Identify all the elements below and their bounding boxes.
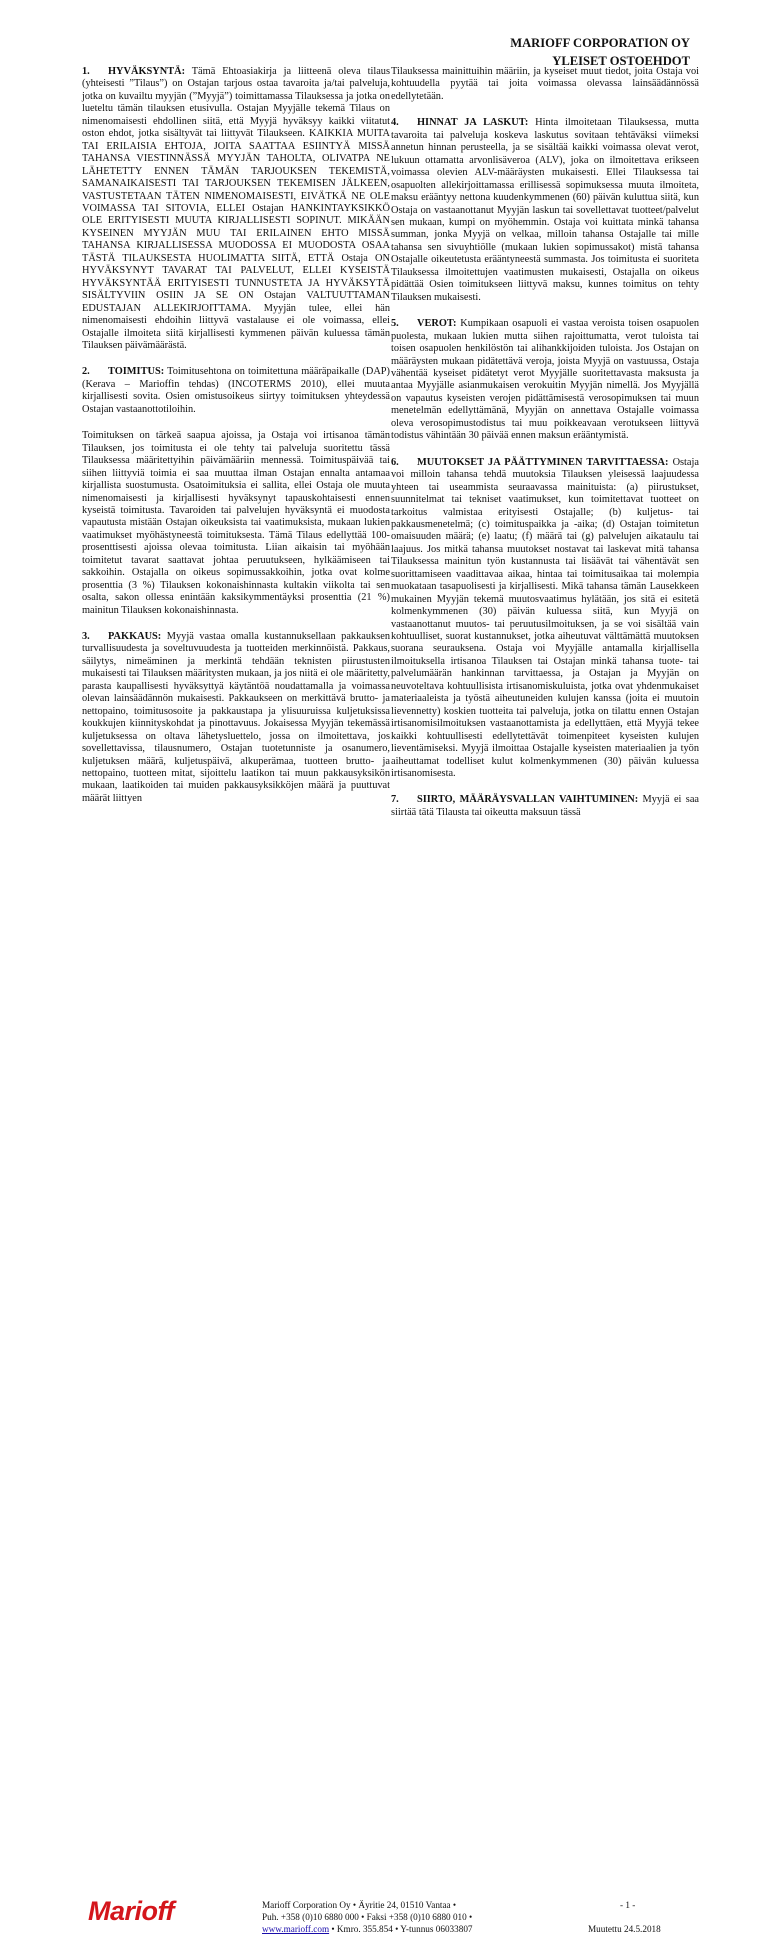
footer-address: Marioff Corporation Oy • Äyritie 24, 01510 Vantaa • bbox=[262, 1900, 457, 1910]
document-header bbox=[510, 34, 690, 70]
registration-text: • Kmro. 355.854 • Y-tunnus 06033807 bbox=[329, 1924, 473, 1934]
marioff-logo: Marioff bbox=[88, 1896, 175, 1926]
section-4 bbox=[391, 117, 699, 304]
section-6 bbox=[391, 457, 699, 781]
section-2-continued bbox=[82, 430, 390, 617]
section-text: Toimitusehtona on toimitettuna määräpaikalle (DAP) (Kerava – Marioffin tehdas) (INCOTERMS 2010), ellei muuta kirjallisesti sovita. Osien omistusoikeus siirtyy toimituksen yhteydessä Ostajan vastaanottotiloihin. bbox=[82, 366, 390, 415]
company-name: MARIOFF CORPORATION OY bbox=[510, 36, 690, 50]
section-text: Myyjä ei saa siirtää tätä Tilausta tai oikeutta maksuun tässä bbox=[391, 794, 699, 818]
page-footer bbox=[0, 944, 768, 1934]
section-text: Tämä Ehtoasiakirja ja liitteenä oleva tilaus (yhteisesti ”Tilaus”) on Ostajan tarjous ostaa tavaroita ja/tai palveluja, jotka on kuvailtu myyjän (”Myyjä”) toimittamassa Tilauksessa ja jotka on lueteltu tämän tilauksen etusivulla. Ostajan Myyjälle tekemä Tilaus on nimenomaisesti ehdollinen siitä, että Myyjä hyväksyy kaikki viitatut oston ehdot, jotka sisältyvät tai liittyvät Tilaukseen. KAIKKIA MUITA TAI ERILAISIA EHTOJA, JOITA SAATTAA ESIINTYÄ MISSÄ TAHANSA VIESTINNÄSSÄ MYYJÄN TAHOLTA, OLIVATPA NE LÄHETETTY ENNEN TÄMÄN TARJOUKSEN TEKEMISTÄ, SAMANAIKAISESTI TAI TARJOUKSEN TEKEMISEN JÄLKEEN, VASTUSTETAAN TÄTEN NIMENOMAISESTI, EIVÄTKÄ NE OLE VOIMASSA TAI SITOVIA, ELLEI Ostajan HANKINTAYKSIKKÖ OLE ERITYISESTI MUUTA KIRJALLISESTI SOPINUT. MIKÄÄN KYSEINEN MYYJÄN MUU TAI ERILAINEN EHTO MISSÄ TAHANSA KIRJALLISESSA MUODOSSA EI MUODOSTA OSAA TÄSTÄ TILAUKSESTA HUOLIMATTA SIITÄ, ETTÄ Ostaja ON HYVÄKSYNYT TAVARAT TAI PALVELUT, ELLEI KYSEISTÄ HYVÄKSYNTÄÄ ERITYISESTI TUNNUSTETA JA HYVÄKSYTÄ SISÄLTYVIIN OSIIN JA SE ON Ostajan VALTUUTTAMAN EDUSTAJAN ALLEKIRJOITTAMA. Myyjän tulee, ellei hän nimenomaisesti ehdoihin liittyvä vastalause ei ole voimassa, ellei Ostajalle ilmoiteta siitä kirjallisesti kymmenen päivän kuluessa tämän Tilauksen päivämäärästä. bbox=[82, 66, 390, 351]
section-text: Tilauksessa mainittuihin määriin, ja kyseiset muut tiedot, joita Ostaja voi kohtuudella pyytää tai joita voimassa olevassa lainsäädännössä edellytetään. bbox=[391, 66, 699, 102]
right-column bbox=[391, 66, 699, 823]
section-title: SIIRTO, MÄÄRÄYSVALLAN VAIHTUMINEN: bbox=[417, 794, 639, 806]
section-7 bbox=[391, 794, 699, 819]
section-number: 7. bbox=[391, 794, 399, 806]
footer-registration bbox=[262, 1924, 473, 1936]
section-number: 2. bbox=[82, 366, 90, 378]
section-1 bbox=[82, 66, 390, 352]
section-title: TOIMITUS: bbox=[108, 366, 165, 378]
section-number: 6. bbox=[391, 456, 399, 468]
footer-phone: Puh. +358 (0)10 6880 000 • Faksi +358 (0)10 6880 010 • bbox=[262, 1912, 473, 1922]
section-text: Kumpikaan osapuoli ei vastaa veroista toisen osapuolen puolesta, mukaan lukien mutta siihen rajoittumatta, verot tuloista tai toisen osapuolen henkilöstön tai alihankkijoiden tuloista. Jos Ostajan on määräysten mukaan pidätettävä veroja, joista Myyjä on vastuussa, Ostaja vähentää kyseiset pidätetyt verot Myyjälle suoritettavasta maksusta ja antaa Myyjälle asianmukaisen verokuitin Myyjän nimellä. Jos Myyjällä on vapautus kyseisten verojen pidättämisestä verosopimuksen tai muun menetelmän edellyttämänä, Myyjän on annettava Ostajalle voimassa oleva verosopimustodistus tai muu poikkeavaan verotukseen liittyvä todistus vähintään 30 päivää ennen maksun erääntymistä. bbox=[391, 318, 699, 442]
section-text: Myyjä vastaa omalla kustannuksellaan pakkauksen turvallisuudesta ja soveltuvuudesta ja tuotteiden merkinnöistä. Pakkaus, säilytys, nimeäminen ja merkintä tehdään teknisten piirustusten mukaisesti tai Tilauksen määritysten mukaan, ja jos niitä ei ole määritetty, parasta kaupallisesti hyväksyttyä käytäntöä noudattamalla ja voimassa olevan lainsäädännön mukaisesti. Pakkaukseen on merkittävä brutto- ja nettopaino, toimitusosoite ja pakkaustapa ja ylisuuruissa kuljetuksissa koukkujen kiinnityskohdat ja pinottavuus. Jokaisessa Myyjän tekemässä kuljetuksessa on oltava lähetysluettelo, jossa on ilmoitettava, jos sovellettavissa, tilausnumero, Ostajan tuotetunniste ja osanumero, kuljetuksen määrä, kuljetuspäivä, alkuperämaa, tuotteen brutto- ja nettopaino, tuotteen mitat, sijoittelu laatikon tai muun pakkausyksikön mukaan, laatikoiden tai muiden pakkausyksikköjen määrä ja puuttuvat määrät liittyen bbox=[82, 631, 390, 804]
section-number: 1. bbox=[82, 66, 90, 77]
section-title: PAKKAUS: bbox=[108, 631, 162, 643]
section-title: MUUTOKSET JA PÄÄTTYMINEN TARVITTAESSA: bbox=[417, 456, 669, 468]
section-number: 4. bbox=[391, 117, 399, 129]
section-number: 3. bbox=[82, 631, 90, 643]
left-column bbox=[82, 66, 390, 809]
section-number: 5. bbox=[391, 318, 399, 330]
section-title: HINNAT JA LASKUT: bbox=[417, 117, 529, 129]
section-text: Hinta ilmoitetaan Tilauksessa, mutta tavaroita tai palveluja koskeva laskutus sovitaan tehtäväksi viimeksi annetun hinnan perusteella, ja se sisältää kaikki voimassa olevat verot, lukuun ottamatta arvonlisäveroa (ALV), joka on ilmoitettava erikseen voimassa olevien ALV-määräysten mukaisesti. Ellei Tilauksessa tai osapuolten allekirjoittamassa erillisessä sopimuksessa muuta ilmoiteta, maksu erääntyy nettona kuudenkymmenen (60) päivän kuluttua siitä, kun Ostaja on vastaanottanut Myyjän laskun tai sovellettavat tuotteet/palvelut sen mukaan, kumpi on myöhemmin. Ostaja voi kuittata minkä tahansa summan, jonka Myyjä on velkaa, milloin tahansa Ostajalle tai mille tahansa sen sivuyhtiölle (mukaan lukien sopimussakot) mistä tahansa Ostajalle oikeutetusta erääntyneestä summasta. Jos toimitusta ei suoriteta Tilauksessa ilmoitettujen vaatimusten mukaisesti, Ostajalla on oikeus pidättää Osien toimitukseen liittyvä maksu, kunnes toimitus on tehty Tilauksen mukaisesti. bbox=[391, 117, 699, 303]
document-title: YLEISET OSTOEHDOT bbox=[552, 54, 690, 68]
page-number: - 1 - bbox=[620, 1900, 636, 1910]
section-title: VEROT: bbox=[417, 318, 457, 330]
website-link[interactable]: www.marioff.com bbox=[262, 1924, 330, 1934]
modified-date: Muutettu 24.5.2018 bbox=[588, 1924, 661, 1934]
section-3 bbox=[82, 631, 390, 805]
section-text: Ostaja voi milloin tahansa tehdä muutoksia Tilauksen yleisessä laajuudessa yhteen tai useammista seuraavassa mainituista: (a) piirustukset, suunnitelmat tai tekniset vaatimukset, kun toimitettavat tuotteet on tarkoitus valmistaa erityisesti Ostajalle; (b) kuljetus- tai pakkausmenetelmä; (c) toimituspaikka ja -aika; (d) Ostajan toimitetun omaisuuden määrä; (e) laatu; (f) määrä tai (g) palvelujen aikataulu tai laajuus. Jos mitkä tahansa muutokset nostavat tai laskevat mitä tahansa Tilauksessa mainitun työn kustannusta tai lisäävät tai vähentävät sen suorittamiseen vaadittavaa aikaa, hintaa tai toimitusaikaa tai molempia muokataan tasapuolisesti ja kirjallisesti. Mikä tahansa tämän Lausekkeen mukainen Myyjän tekemä muutosvaatimus hylätään, jos sitä ei esitetä kolmenkymmenen (30) päivän kuluessa siitä, kun Myyjä on vastaanottanut muutos- tai peruutusilmoituksen, ja se voi sisältää vain kohtuulliset, suorat kustannukset, jotka aiheutuvat välttämättä muutoksen suorana seurauksena. Ostaja voi Myyjälle antamalla kirjallisella ilmoituksella irtisanoa Tilauksen tai Ostajan minkä tahansa tuote- tai palvelumäärän hankinnan tarvittaessa, ja Ostajan ja Myyjän on neuvoteltava kohtuullisista irtisanomiskuluista, jotka ovat yhdenmukaiset materiaaleista ja työstä aiheutuneiden kulujen kanssa (joita ei muutoin lievennetty) koskien tuotteita tai palveluja, jotka on tilattu ennen Ostajan irtisanomisilmoituksen vastaanottamista ja edellyttäen, että Myyjä tekee kaikki kohtuullisesti edellytettävät toimenpiteet kyseisten kulujen lieventämiseksi. Myyjä ilmoittaa Ostajalle kyseisten materiaalien ja työn aiheuttamat todelliset kulut kolmenkymmenen (30) päivän kuluessa irtisanomisesta. bbox=[391, 456, 699, 780]
section-2 bbox=[82, 366, 390, 416]
section-5 bbox=[391, 318, 699, 443]
section-title: HYVÄKSYNTÄ: bbox=[108, 66, 186, 77]
section-text: Toimituksen on tärkeä saapua ajoissa, ja Ostaja voi irtisanoa tämän Tilauksen, jos toimitusta ei ole tehty tai palveluja suoritettu tässä Tilauksessa määritettyihin päivämääriin mennessä. Toimituspäivää tai siihen liittyviä toimia ei saa muuttaa ilman Ostajan ennalta antamaa kirjallista suostumusta. Osatoimituksia ei sallita, ellei Ostaja ole muuta nimenomaisesti ja kirjallisesti hyväksynyt tapauskohtaisesti ennen kyseistä toimitusta. Tavaroiden tai palvelujen hyväksyntä ei muodosta vapautusta mistään Ostajan oikeuksista tai vaatimuksista, mukaan lukien vaatimukset myöhästyneestä toimituksesta. Tämä Tilaus edellyttää 100-prosenttisesti ajoissa olevaa toimitusta. Liian aikaisin tai myöhään toimitetut tavarat saattavat johtaa peruutukseen, hylkäämiseen tai sakkoihin. Ostajalla on oikeus sopimussakkoihin, jotka ovat kolme prosenttia (3 %) Tilauksen kokonaishinnasta kultakin viikolta tai sen osalta, sakon ollessa enintään kaksikymmentäyksi prosenttia (21 %) mainitun Tilauksen kokonaishinnasta. bbox=[82, 430, 390, 616]
section-3-continued bbox=[391, 66, 699, 103]
